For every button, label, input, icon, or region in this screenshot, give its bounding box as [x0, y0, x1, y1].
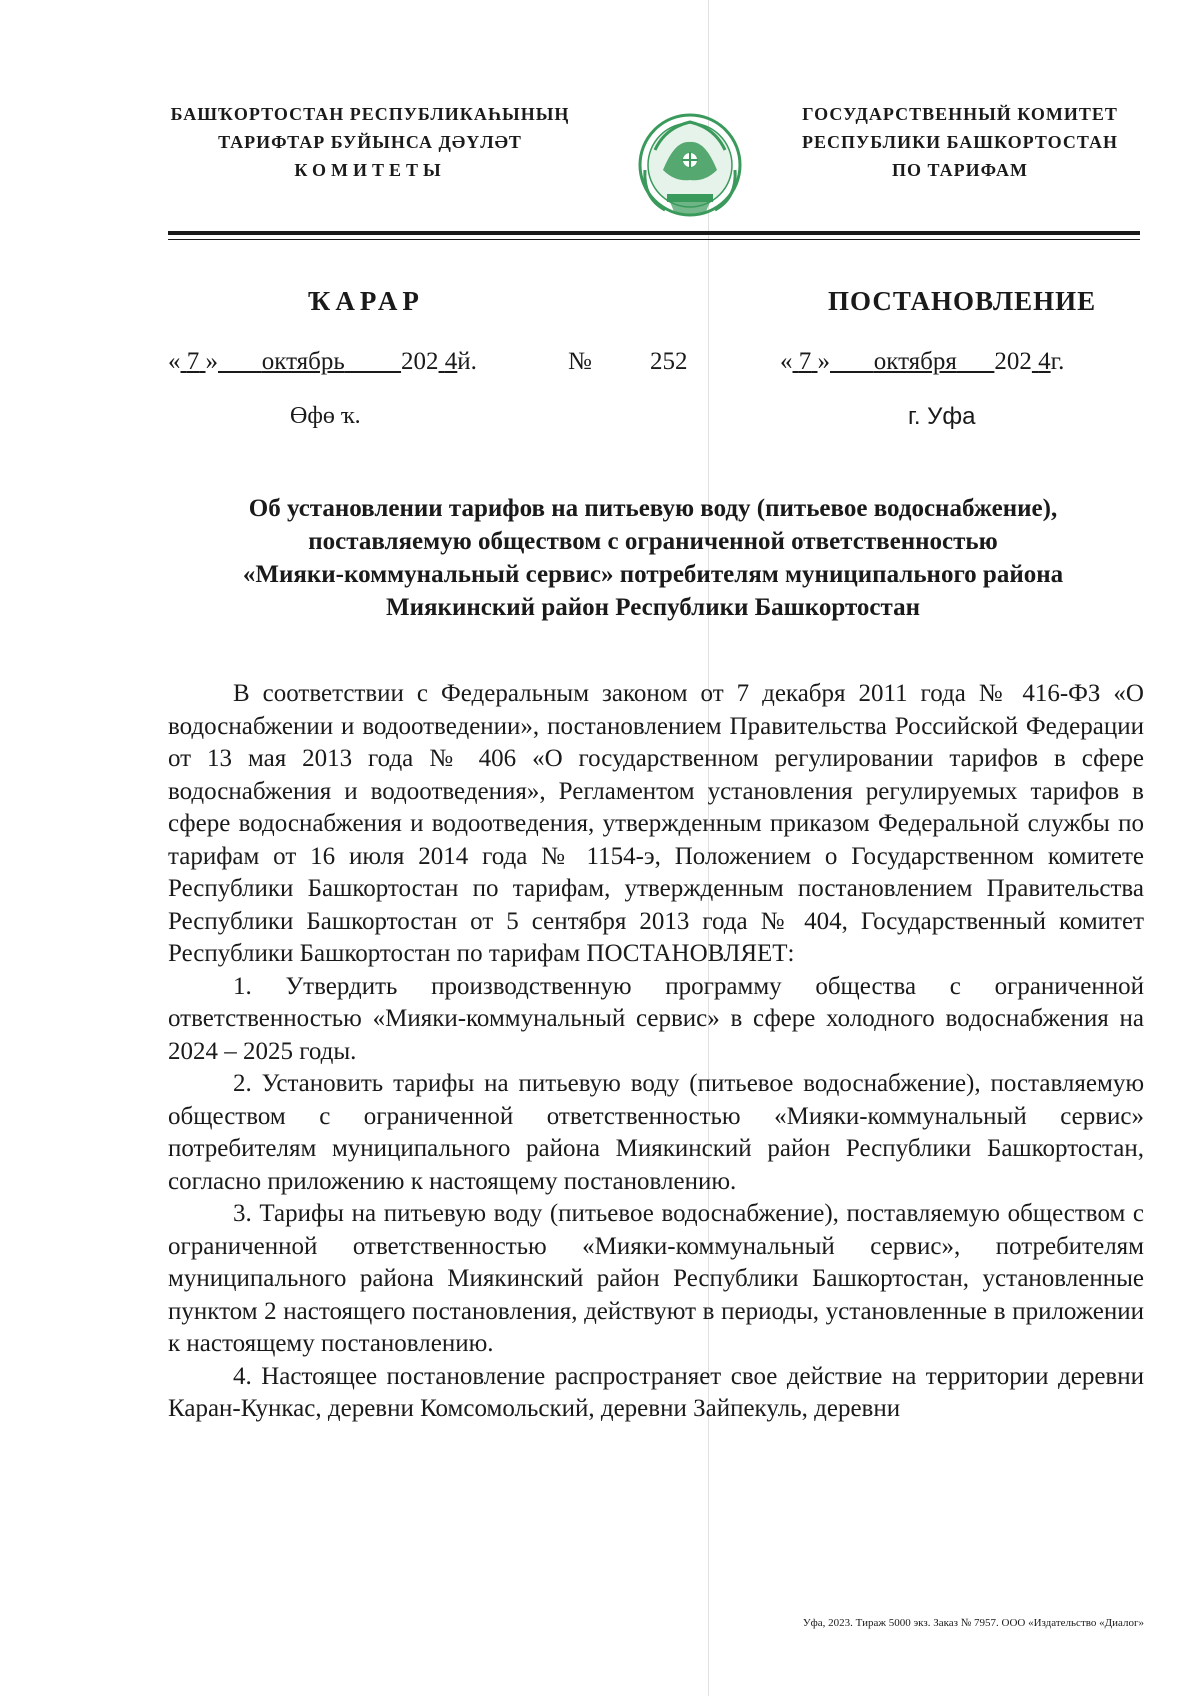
document-body [168, 678, 1144, 1426]
date-month: октября [873, 348, 957, 375]
date-day: 7 [798, 348, 812, 375]
date-left [168, 348, 477, 376]
date-quote-open: « [780, 348, 793, 375]
body-paragraph-1: 1. Утвердить производственную программу общества с ограниченной ответственностью «Мияки-коммунальный сервис» в сфере холодного водоснабжения на 2024 – 2025 годы. [168, 972, 1144, 1065]
date-suffix: й. [457, 348, 477, 375]
doc-type-russian: ПОСТАНОВЛЕНИЕ [828, 286, 1097, 316]
header-left-bashkir [160, 100, 580, 184]
header-left-line: КОМИТЕТЫ [294, 160, 446, 180]
date-year-digit: 4 [1038, 348, 1051, 375]
date-quote-open: « [168, 348, 181, 375]
header-left-line: ТАРИФТАР БУЙЫНСА ДӘҮЛӘТ [218, 132, 522, 152]
title-line: «Мияки-коммунальный сервис» потребителям муниципального района [242, 561, 1064, 588]
body-paragraph-3: 3. Тарифы на питьевую воду (питьевое водоснабжение), поставляемую обществом с ограниченной ответственностью «Мияки-коммунальный сервис», потребителям муниципального района Миякинский район Республики Башкортостан, установленные пунктом 2 настоящего постановления, действуют в периоды, установленные в приложении к настоящему постановлению. [168, 1200, 1144, 1357]
header-right-line: ПО ТАРИФАМ [892, 160, 1028, 180]
body-paragraph-2: 2. Установить тарифы на питьевую воду (питьевое водоснабжение), поставляемую обществом с ограниченной ответственностью «Мияки-коммунальный сервис» потребителям муниципального района Миякинский район Республики Башкортостан, согласно приложению к настоящему постановлению. [168, 1070, 1144, 1195]
city-bashkir: Өфө ҡ. [290, 403, 361, 429]
date-year-digit: 4 [444, 348, 458, 375]
title-line: поставляемую обществом с ограниченной ответственностью [308, 528, 998, 555]
print-footer: Уфа, 2023. Тираж 5000 экз. Заказ № 7957. ООО «Издательство «Диалог» [802, 1617, 1144, 1629]
doc-number: 252 [650, 348, 688, 375]
header-left-line: БАШҠОРТОСТАН РЕСПУБЛИКАҺЫНЫҢ [170, 104, 570, 124]
body-paragraph-preamble: В соответствии с Федеральным законом от 7 декабря 2011 года № 416-ФЗ «О водоснабжении и водоотведении», постановлением Правительства Российской Федерации от 13 мая 2013 года № 406 «О государственном регулировании тарифов в сфере водоснабжения и водоотведения», Регламентом установления регулируемых тарифов в сфере водоснабжения и водоотведения, утвержденным приказом Федеральной службы по тарифам от 16 июля 2014 года № 1154-э, Положением о Государственном комитете Республики Башкортостан по тарифам, утвержденным постановлением Правительства Республики Башкортостан от 5 сентября 2013 года № 404, Государственный комитет Республики Башкортостан по тарифам ПОСТАНОВЛЯЕТ: [168, 680, 1144, 967]
date-right [780, 348, 1064, 376]
title-line: Миякинский район Республики Башкортостан [386, 594, 920, 621]
body-paragraph-4: 4. Настоящее постановление распространяет свое действие на территории деревни Каран-Кункас, деревни Комсомольский, деревни Зайпекуль, деревни [168, 1362, 1144, 1422]
date-year-prefix: 202 [994, 348, 1032, 375]
city-russian: г. Уфа [908, 403, 976, 430]
header-rule-thick [168, 231, 1140, 235]
bashkortostan-emblem-icon [635, 110, 745, 230]
header-right-line: РЕСПУБЛИКИ БАШКОРТОСТАН [802, 132, 1118, 152]
header-right-russian [770, 100, 1150, 184]
date-day: 7 [186, 348, 200, 375]
header-right-line: ГОСУДАРСТВЕННЫЙ КОМИТЕТ [802, 104, 1118, 124]
document-title [168, 492, 1138, 624]
date-year-prefix: 202 [401, 348, 439, 375]
date-suffix: г. [1050, 348, 1065, 375]
doc-type-bashkir: ҠАРАР [308, 286, 424, 316]
date-month: октябрь [261, 348, 345, 375]
date-quote-close: » [817, 348, 830, 375]
header-rule-thin [168, 239, 1140, 240]
doc-number-label: № [568, 348, 592, 375]
date-quote-close: » [205, 348, 218, 375]
title-line: Об установлении тарифов на питьевую воду (питьевое водоснабжение), [248, 495, 1058, 522]
